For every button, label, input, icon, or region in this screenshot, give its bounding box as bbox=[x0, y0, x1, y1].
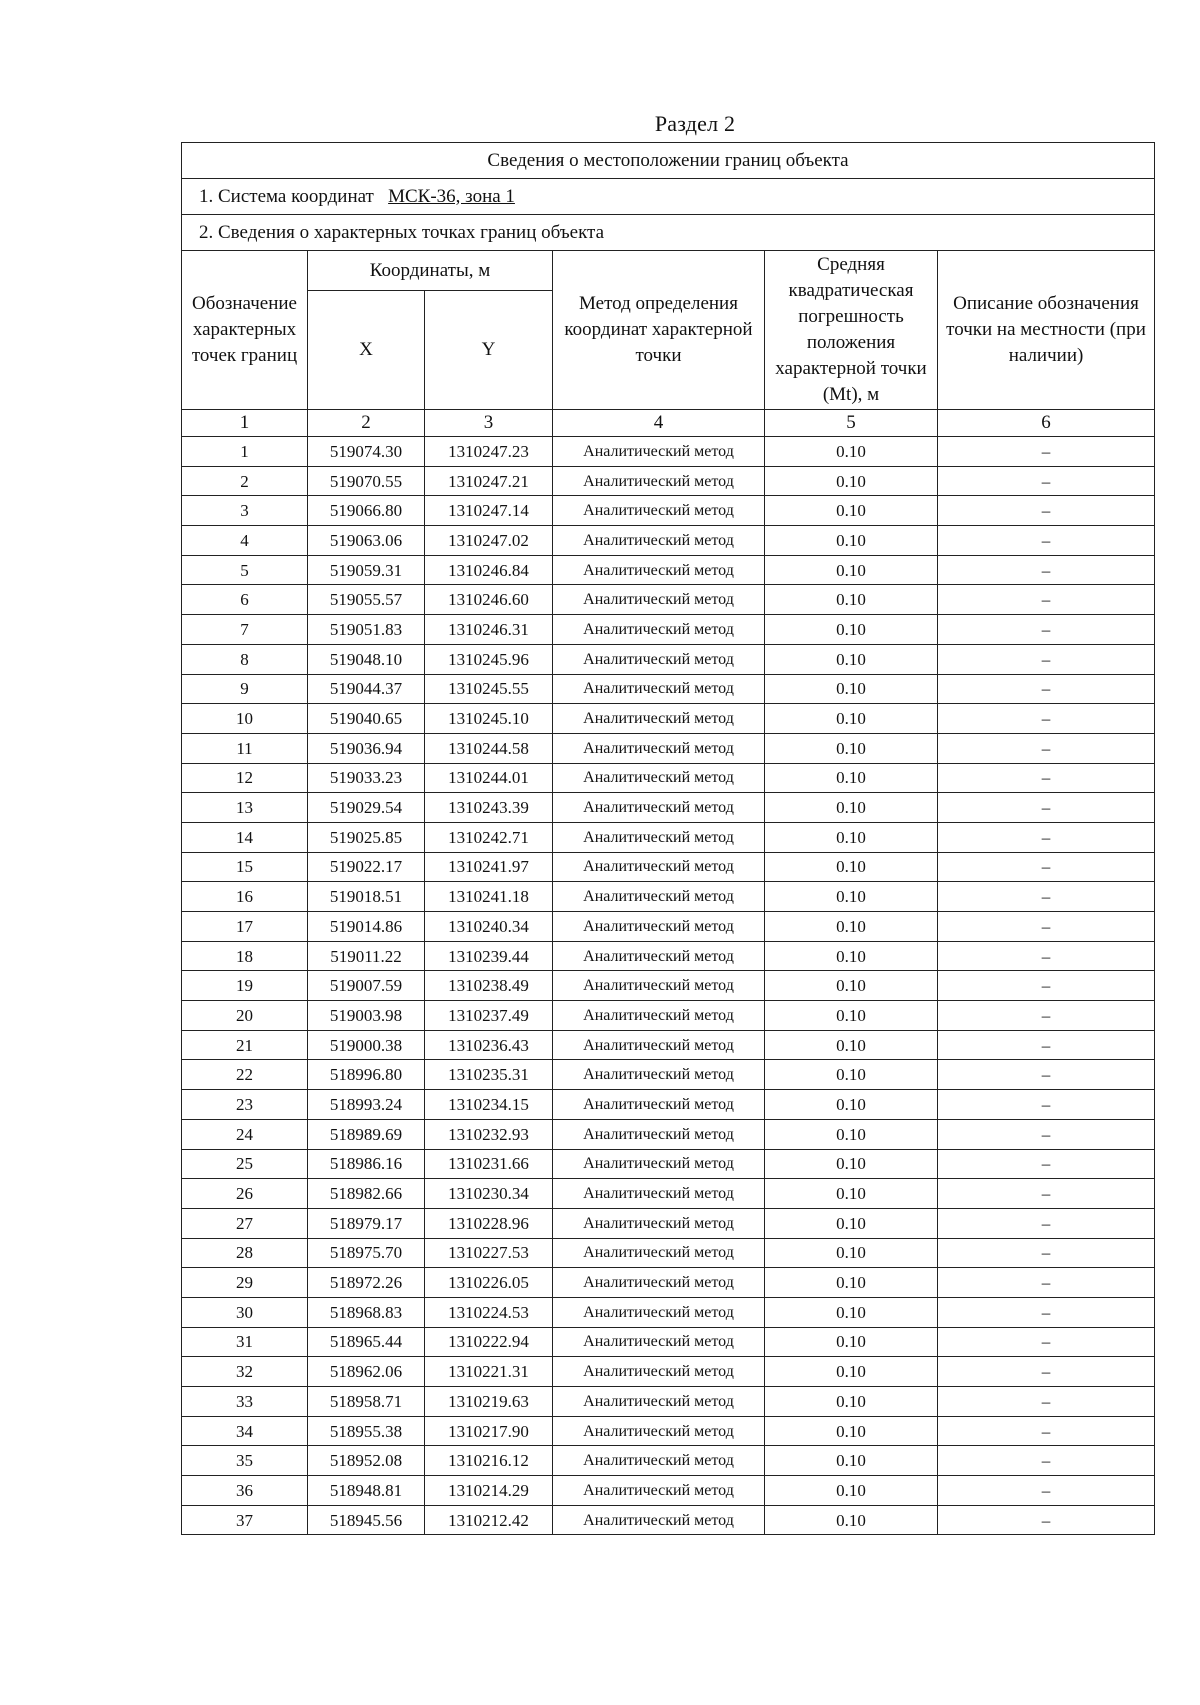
x-coordinate-cell: 519018.51 bbox=[308, 882, 425, 912]
method-cell: Аналитический метод bbox=[553, 1149, 765, 1179]
column-number: 5 bbox=[765, 410, 938, 437]
point-number-cell: 8 bbox=[182, 644, 308, 674]
table-row bbox=[182, 437, 1155, 467]
description-cell: – bbox=[938, 1327, 1155, 1357]
description-cell: – bbox=[938, 704, 1155, 734]
y-coordinate-cell: 1310212.42 bbox=[425, 1505, 553, 1535]
y-coordinate-cell: 1310245.55 bbox=[425, 674, 553, 704]
error-cell: 0.10 bbox=[765, 704, 938, 734]
x-coordinate-cell: 518972.26 bbox=[308, 1268, 425, 1298]
table-row bbox=[182, 1505, 1155, 1535]
x-coordinate-cell: 519003.98 bbox=[308, 1001, 425, 1031]
point-number-cell: 11 bbox=[182, 733, 308, 763]
method-cell: Аналитический метод bbox=[553, 437, 765, 467]
method-cell: Аналитический метод bbox=[553, 1208, 765, 1238]
method-cell: Аналитический метод bbox=[553, 852, 765, 882]
column-number: 3 bbox=[425, 410, 553, 437]
y-coordinate-cell: 1310226.05 bbox=[425, 1268, 553, 1298]
table-row bbox=[182, 1090, 1155, 1120]
x-coordinate-cell: 519033.23 bbox=[308, 763, 425, 793]
error-cell: 0.10 bbox=[765, 1090, 938, 1120]
header-row-top bbox=[182, 251, 1155, 291]
description-cell: – bbox=[938, 1208, 1155, 1238]
header-description: Описание обозначения точки на местности (при наличии) bbox=[938, 251, 1155, 410]
point-number-cell: 35 bbox=[182, 1446, 308, 1476]
method-cell: Аналитический метод bbox=[553, 1030, 765, 1060]
x-coordinate-cell: 518979.17 bbox=[308, 1208, 425, 1238]
method-cell: Аналитический метод bbox=[553, 793, 765, 823]
error-cell: 0.10 bbox=[765, 1476, 938, 1506]
method-cell: Аналитический метод bbox=[553, 1119, 765, 1149]
y-coordinate-cell: 1310247.14 bbox=[425, 496, 553, 526]
description-cell: – bbox=[938, 1001, 1155, 1031]
table-row bbox=[182, 674, 1155, 704]
description-cell: – bbox=[938, 1119, 1155, 1149]
error-cell: 0.10 bbox=[765, 1446, 938, 1476]
error-cell: 0.10 bbox=[765, 1001, 938, 1031]
description-cell: – bbox=[938, 1238, 1155, 1268]
point-number-cell: 26 bbox=[182, 1179, 308, 1209]
method-cell: Аналитический метод bbox=[553, 1505, 765, 1535]
x-coordinate-cell: 519074.30 bbox=[308, 437, 425, 467]
method-cell: Аналитический метод bbox=[553, 674, 765, 704]
point-number-cell: 19 bbox=[182, 971, 308, 1001]
point-number-cell: 7 bbox=[182, 615, 308, 645]
method-cell: Аналитический метод bbox=[553, 1476, 765, 1506]
point-number-cell: 31 bbox=[182, 1327, 308, 1357]
method-cell: Аналитический метод bbox=[553, 555, 765, 585]
method-cell: Аналитический метод bbox=[553, 941, 765, 971]
description-cell: – bbox=[938, 466, 1155, 496]
y-coordinate-cell: 1310227.53 bbox=[425, 1238, 553, 1268]
table-row bbox=[182, 1416, 1155, 1446]
description-cell: – bbox=[938, 1030, 1155, 1060]
table-row bbox=[182, 526, 1155, 556]
table-banner: Сведения о местоположении границ объекта bbox=[182, 143, 1155, 179]
table-row bbox=[182, 1001, 1155, 1031]
points-title-row bbox=[182, 215, 1155, 251]
point-number-cell: 13 bbox=[182, 793, 308, 823]
x-coordinate-cell: 519022.17 bbox=[308, 852, 425, 882]
y-coordinate-cell: 1310244.01 bbox=[425, 763, 553, 793]
header-y: Y bbox=[425, 291, 553, 410]
table-row bbox=[182, 941, 1155, 971]
point-number-cell: 3 bbox=[182, 496, 308, 526]
table-row bbox=[182, 793, 1155, 823]
point-number-cell: 9 bbox=[182, 674, 308, 704]
table-row bbox=[182, 971, 1155, 1001]
error-cell: 0.10 bbox=[765, 941, 938, 971]
x-coordinate-cell: 519063.06 bbox=[308, 526, 425, 556]
point-number-cell: 4 bbox=[182, 526, 308, 556]
y-coordinate-cell: 1310236.43 bbox=[425, 1030, 553, 1060]
method-cell: Аналитический метод bbox=[553, 1357, 765, 1387]
point-number-cell: 17 bbox=[182, 912, 308, 942]
x-coordinate-cell: 518982.66 bbox=[308, 1179, 425, 1209]
point-number-cell: 24 bbox=[182, 1119, 308, 1149]
y-coordinate-cell: 1310245.96 bbox=[425, 644, 553, 674]
error-cell: 0.10 bbox=[765, 585, 938, 615]
description-cell: – bbox=[938, 882, 1155, 912]
point-number-cell: 34 bbox=[182, 1416, 308, 1446]
x-coordinate-cell: 518965.44 bbox=[308, 1327, 425, 1357]
method-cell: Аналитический метод bbox=[553, 615, 765, 645]
description-cell: – bbox=[938, 1505, 1155, 1535]
y-coordinate-cell: 1310247.02 bbox=[425, 526, 553, 556]
table-row bbox=[182, 1238, 1155, 1268]
table-row bbox=[182, 852, 1155, 882]
x-coordinate-cell: 519048.10 bbox=[308, 644, 425, 674]
y-coordinate-cell: 1310245.10 bbox=[425, 704, 553, 734]
description-cell: – bbox=[938, 1297, 1155, 1327]
x-coordinate-cell: 519025.85 bbox=[308, 822, 425, 852]
x-coordinate-cell: 518986.16 bbox=[308, 1149, 425, 1179]
table-row bbox=[182, 1119, 1155, 1149]
table-row bbox=[182, 1387, 1155, 1417]
header-point: Обозначение характерных точек границ bbox=[182, 251, 308, 410]
table-row bbox=[182, 704, 1155, 734]
error-cell: 0.10 bbox=[765, 822, 938, 852]
method-cell: Аналитический метод bbox=[553, 644, 765, 674]
x-coordinate-cell: 518958.71 bbox=[308, 1387, 425, 1417]
description-cell: – bbox=[938, 1446, 1155, 1476]
error-cell: 0.10 bbox=[765, 1030, 938, 1060]
table-row bbox=[182, 496, 1155, 526]
point-number-cell: 29 bbox=[182, 1268, 308, 1298]
method-cell: Аналитический метод bbox=[553, 1060, 765, 1090]
error-cell: 0.10 bbox=[765, 1387, 938, 1417]
method-cell: Аналитический метод bbox=[553, 733, 765, 763]
x-coordinate-cell: 519014.86 bbox=[308, 912, 425, 942]
x-coordinate-cell: 519051.83 bbox=[308, 615, 425, 645]
y-coordinate-cell: 1310238.49 bbox=[425, 971, 553, 1001]
error-cell: 0.10 bbox=[765, 1238, 938, 1268]
x-coordinate-cell: 519000.38 bbox=[308, 1030, 425, 1060]
table-row bbox=[182, 615, 1155, 645]
error-cell: 0.10 bbox=[765, 644, 938, 674]
method-cell: Аналитический метод bbox=[553, 1238, 765, 1268]
table-row bbox=[182, 733, 1155, 763]
description-cell: – bbox=[938, 1268, 1155, 1298]
point-number-cell: 20 bbox=[182, 1001, 308, 1031]
x-coordinate-cell: 519066.80 bbox=[308, 496, 425, 526]
y-coordinate-cell: 1310217.90 bbox=[425, 1416, 553, 1446]
error-cell: 0.10 bbox=[765, 1505, 938, 1535]
method-cell: Аналитический метод bbox=[553, 1297, 765, 1327]
point-number-cell: 37 bbox=[182, 1505, 308, 1535]
x-coordinate-cell: 519029.54 bbox=[308, 793, 425, 823]
table-row bbox=[182, 912, 1155, 942]
point-number-cell: 16 bbox=[182, 882, 308, 912]
y-coordinate-cell: 1310240.34 bbox=[425, 912, 553, 942]
point-number-cell: 28 bbox=[182, 1238, 308, 1268]
y-coordinate-cell: 1310219.63 bbox=[425, 1387, 553, 1417]
description-cell: – bbox=[938, 763, 1155, 793]
column-numbers-row bbox=[182, 410, 1155, 437]
description-cell: – bbox=[938, 585, 1155, 615]
point-number-cell: 5 bbox=[182, 555, 308, 585]
x-coordinate-cell: 519007.59 bbox=[308, 971, 425, 1001]
x-coordinate-cell: 518993.24 bbox=[308, 1090, 425, 1120]
point-number-cell: 14 bbox=[182, 822, 308, 852]
method-cell: Аналитический метод bbox=[553, 1446, 765, 1476]
y-coordinate-cell: 1310214.29 bbox=[425, 1476, 553, 1506]
y-coordinate-cell: 1310222.94 bbox=[425, 1327, 553, 1357]
x-coordinate-cell: 519011.22 bbox=[308, 941, 425, 971]
column-number: 6 bbox=[938, 410, 1155, 437]
x-coordinate-cell: 518989.69 bbox=[308, 1119, 425, 1149]
description-cell: – bbox=[938, 941, 1155, 971]
header-error: Средняя квадратическая погрешность положения характерной точки (Mt), м bbox=[765, 251, 938, 410]
method-cell: Аналитический метод bbox=[553, 1179, 765, 1209]
y-coordinate-cell: 1310241.18 bbox=[425, 882, 553, 912]
x-coordinate-cell: 518996.80 bbox=[308, 1060, 425, 1090]
point-number-cell: 33 bbox=[182, 1387, 308, 1417]
point-number-cell: 18 bbox=[182, 941, 308, 971]
error-cell: 0.10 bbox=[765, 466, 938, 496]
table-row bbox=[182, 1268, 1155, 1298]
x-coordinate-cell: 518962.06 bbox=[308, 1357, 425, 1387]
method-cell: Аналитический метод bbox=[553, 882, 765, 912]
y-coordinate-cell: 1310241.97 bbox=[425, 852, 553, 882]
error-cell: 0.10 bbox=[765, 526, 938, 556]
table-row bbox=[182, 1208, 1155, 1238]
description-cell: – bbox=[938, 1179, 1155, 1209]
error-cell: 0.10 bbox=[765, 1149, 938, 1179]
y-coordinate-cell: 1310246.84 bbox=[425, 555, 553, 585]
boundary-points-table bbox=[181, 142, 1155, 1535]
error-cell: 0.10 bbox=[765, 882, 938, 912]
table-row bbox=[182, 1297, 1155, 1327]
banner-row bbox=[182, 143, 1155, 179]
description-cell: – bbox=[938, 496, 1155, 526]
y-coordinate-cell: 1310216.12 bbox=[425, 1446, 553, 1476]
x-coordinate-cell: 518948.81 bbox=[308, 1476, 425, 1506]
y-coordinate-cell: 1310228.96 bbox=[425, 1208, 553, 1238]
description-cell: – bbox=[938, 1149, 1155, 1179]
y-coordinate-cell: 1310237.49 bbox=[425, 1001, 553, 1031]
description-cell: – bbox=[938, 822, 1155, 852]
table-row bbox=[182, 1030, 1155, 1060]
table-row bbox=[182, 1149, 1155, 1179]
point-number-cell: 27 bbox=[182, 1208, 308, 1238]
coord-system-label: 1. Система координат bbox=[199, 185, 374, 207]
column-number: 2 bbox=[308, 410, 425, 437]
coord-system-row bbox=[182, 179, 1155, 215]
error-cell: 0.10 bbox=[765, 1327, 938, 1357]
point-number-cell: 2 bbox=[182, 466, 308, 496]
description-cell: – bbox=[938, 1357, 1155, 1387]
description-cell: – bbox=[938, 555, 1155, 585]
error-cell: 0.10 bbox=[765, 1416, 938, 1446]
description-cell: – bbox=[938, 437, 1155, 467]
method-cell: Аналитический метод bbox=[553, 971, 765, 1001]
y-coordinate-cell: 1310230.34 bbox=[425, 1179, 553, 1209]
error-cell: 0.10 bbox=[765, 912, 938, 942]
x-coordinate-cell: 518945.56 bbox=[308, 1505, 425, 1535]
x-coordinate-cell: 518952.08 bbox=[308, 1446, 425, 1476]
coord-system-cell bbox=[182, 179, 1155, 215]
method-cell: Аналитический метод bbox=[553, 1327, 765, 1357]
y-coordinate-cell: 1310247.23 bbox=[425, 437, 553, 467]
table-row bbox=[182, 585, 1155, 615]
point-number-cell: 6 bbox=[182, 585, 308, 615]
y-coordinate-cell: 1310243.39 bbox=[425, 793, 553, 823]
error-cell: 0.10 bbox=[765, 733, 938, 763]
method-cell: Аналитический метод bbox=[553, 763, 765, 793]
description-cell: – bbox=[938, 1060, 1155, 1090]
error-cell: 0.10 bbox=[765, 1119, 938, 1149]
error-cell: 0.10 bbox=[765, 437, 938, 467]
method-cell: Аналитический метод bbox=[553, 1268, 765, 1298]
description-cell: – bbox=[938, 912, 1155, 942]
error-cell: 0.10 bbox=[765, 555, 938, 585]
x-coordinate-cell: 519036.94 bbox=[308, 733, 425, 763]
y-coordinate-cell: 1310246.60 bbox=[425, 585, 553, 615]
method-cell: Аналитический метод bbox=[553, 912, 765, 942]
error-cell: 0.10 bbox=[765, 793, 938, 823]
description-cell: – bbox=[938, 526, 1155, 556]
point-number-cell: 15 bbox=[182, 852, 308, 882]
x-coordinate-cell: 519040.65 bbox=[308, 704, 425, 734]
point-number-cell: 10 bbox=[182, 704, 308, 734]
table-row bbox=[182, 644, 1155, 674]
table-row bbox=[182, 1060, 1155, 1090]
error-cell: 0.10 bbox=[765, 852, 938, 882]
point-number-cell: 30 bbox=[182, 1297, 308, 1327]
y-coordinate-cell: 1310232.93 bbox=[425, 1119, 553, 1149]
method-cell: Аналитический метод bbox=[553, 704, 765, 734]
error-cell: 0.10 bbox=[765, 763, 938, 793]
coord-system-value: МСК-36, зона 1 bbox=[388, 185, 515, 207]
table-row bbox=[182, 882, 1155, 912]
header-coords: Координаты, м bbox=[308, 251, 553, 291]
description-cell: – bbox=[938, 1090, 1155, 1120]
description-cell: – bbox=[938, 793, 1155, 823]
y-coordinate-cell: 1310231.66 bbox=[425, 1149, 553, 1179]
x-coordinate-cell: 518975.70 bbox=[308, 1238, 425, 1268]
error-cell: 0.10 bbox=[765, 674, 938, 704]
table-row bbox=[182, 822, 1155, 852]
point-number-cell: 1 bbox=[182, 437, 308, 467]
header-method: Метод определения координат характерной точки bbox=[553, 251, 765, 410]
description-cell: – bbox=[938, 615, 1155, 645]
error-cell: 0.10 bbox=[765, 1179, 938, 1209]
y-coordinate-cell: 1310235.31 bbox=[425, 1060, 553, 1090]
point-number-cell: 25 bbox=[182, 1149, 308, 1179]
description-cell: – bbox=[938, 1416, 1155, 1446]
section-title: Раздел 2 bbox=[654, 111, 736, 136]
description-cell: – bbox=[938, 644, 1155, 674]
point-number-cell: 23 bbox=[182, 1090, 308, 1120]
y-coordinate-cell: 1310244.58 bbox=[425, 733, 553, 763]
method-cell: Аналитический метод bbox=[553, 526, 765, 556]
x-coordinate-cell: 518955.38 bbox=[308, 1416, 425, 1446]
method-cell: Аналитический метод bbox=[553, 1001, 765, 1031]
error-cell: 0.10 bbox=[765, 971, 938, 1001]
method-cell: Аналитический метод bbox=[553, 1416, 765, 1446]
x-coordinate-cell: 519055.57 bbox=[308, 585, 425, 615]
table-row bbox=[182, 1179, 1155, 1209]
error-cell: 0.10 bbox=[765, 1060, 938, 1090]
description-cell: – bbox=[938, 971, 1155, 1001]
description-cell: – bbox=[938, 1476, 1155, 1506]
point-number-cell: 21 bbox=[182, 1030, 308, 1060]
table-row bbox=[182, 1446, 1155, 1476]
method-cell: Аналитический метод bbox=[553, 496, 765, 526]
method-cell: Аналитический метод bbox=[553, 822, 765, 852]
header-x: X bbox=[308, 291, 425, 410]
point-number-cell: 12 bbox=[182, 763, 308, 793]
y-coordinate-cell: 1310239.44 bbox=[425, 941, 553, 971]
method-cell: Аналитический метод bbox=[553, 585, 765, 615]
points-title: 2. Сведения о характерных точках границ объекта bbox=[182, 215, 1155, 251]
description-cell: – bbox=[938, 1387, 1155, 1417]
x-coordinate-cell: 518968.83 bbox=[308, 1297, 425, 1327]
description-cell: – bbox=[938, 674, 1155, 704]
error-cell: 0.10 bbox=[765, 496, 938, 526]
method-cell: Аналитический метод bbox=[553, 1090, 765, 1120]
point-number-cell: 32 bbox=[182, 1357, 308, 1387]
y-coordinate-cell: 1310242.71 bbox=[425, 822, 553, 852]
error-cell: 0.10 bbox=[765, 1208, 938, 1238]
y-coordinate-cell: 1310234.15 bbox=[425, 1090, 553, 1120]
table-row bbox=[182, 1327, 1155, 1357]
error-cell: 0.10 bbox=[765, 1268, 938, 1298]
x-coordinate-cell: 519059.31 bbox=[308, 555, 425, 585]
point-number-cell: 36 bbox=[182, 1476, 308, 1506]
table-row bbox=[182, 466, 1155, 496]
method-cell: Аналитический метод bbox=[553, 1387, 765, 1417]
description-cell: – bbox=[938, 852, 1155, 882]
y-coordinate-cell: 1310224.53 bbox=[425, 1297, 553, 1327]
table-row bbox=[182, 1476, 1155, 1506]
table-row bbox=[182, 763, 1155, 793]
column-number: 1 bbox=[182, 410, 308, 437]
y-coordinate-cell: 1310221.31 bbox=[425, 1357, 553, 1387]
error-cell: 0.10 bbox=[765, 1297, 938, 1327]
point-number-cell: 22 bbox=[182, 1060, 308, 1090]
y-coordinate-cell: 1310246.31 bbox=[425, 615, 553, 645]
error-cell: 0.10 bbox=[765, 1357, 938, 1387]
method-cell: Аналитический метод bbox=[553, 466, 765, 496]
description-cell: – bbox=[938, 733, 1155, 763]
table-row bbox=[182, 555, 1155, 585]
x-coordinate-cell: 519044.37 bbox=[308, 674, 425, 704]
x-coordinate-cell: 519070.55 bbox=[308, 466, 425, 496]
error-cell: 0.10 bbox=[765, 615, 938, 645]
y-coordinate-cell: 1310247.21 bbox=[425, 466, 553, 496]
column-number: 4 bbox=[553, 410, 765, 437]
table-row bbox=[182, 1357, 1155, 1387]
